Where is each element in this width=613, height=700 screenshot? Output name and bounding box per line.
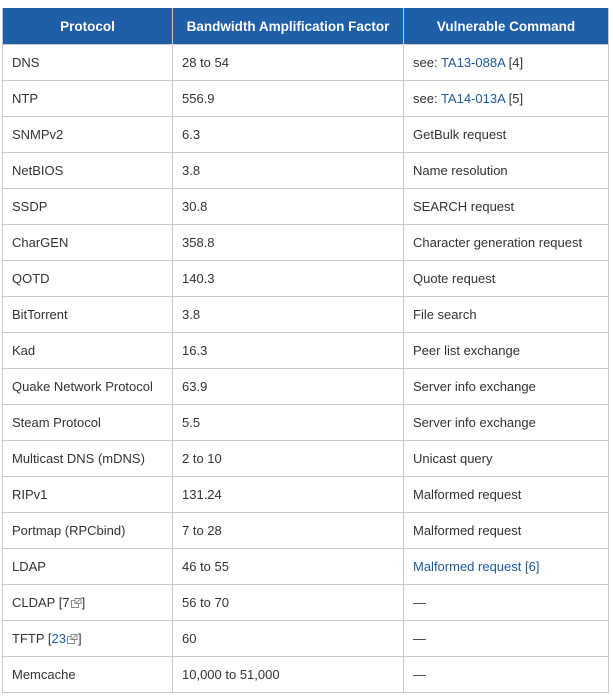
protocol-cell <box>3 513 173 549</box>
command-text: Character generation request <box>413 235 583 250</box>
factor-cell <box>173 297 404 333</box>
command-cell <box>404 369 609 405</box>
command-cell <box>404 333 609 369</box>
command-text: Server info exchange <box>413 379 536 394</box>
factor-cell <box>173 513 404 549</box>
external-link-icon <box>71 596 82 611</box>
protocol-cell <box>3 45 173 81</box>
command-text: Name resolution <box>413 163 508 178</box>
protocol-cell <box>3 369 173 405</box>
protocol-cell <box>3 549 173 585</box>
factor-value: 7 to 28 <box>182 523 222 538</box>
factor-value: 3.8 <box>182 307 201 322</box>
factor-cell <box>173 405 404 441</box>
protocol-cell <box>3 153 173 189</box>
table-row <box>3 189 609 225</box>
header-command: Vulnerable Command <box>404 8 609 45</box>
header-protocol: Protocol <box>3 8 173 45</box>
protocol-name: RIPv1 <box>12 487 48 502</box>
table-body <box>3 45 609 693</box>
protocol-cell <box>3 441 173 477</box>
factor-value: 60 <box>182 631 197 646</box>
protocol-name: SSDP <box>12 199 48 214</box>
reference-link[interactable]: [4] <box>508 55 524 70</box>
command-cell <box>404 621 609 657</box>
factor-cell <box>173 261 404 297</box>
factor-value: 63.9 <box>182 379 208 394</box>
command-cell <box>404 45 609 81</box>
protocol-name: QOTD <box>12 271 50 286</box>
factor-value: 56 to 70 <box>182 595 229 610</box>
command-text: — <box>413 595 426 610</box>
ref-bracket-close: ] <box>81 594 86 610</box>
protocol-cell <box>3 405 173 441</box>
factor-cell <box>173 117 404 153</box>
table-row <box>3 405 609 441</box>
protocol-name: Steam Protocol <box>12 415 101 430</box>
factor-cell <box>173 549 404 585</box>
command-text: Peer list exchange <box>413 343 520 358</box>
reference-link[interactable]: [5] <box>508 91 524 106</box>
command-cell <box>404 117 609 153</box>
command-cell <box>404 261 609 297</box>
factor-cell <box>173 225 404 261</box>
command-text: Malformed request <box>413 523 522 538</box>
table-header <box>3 8 609 45</box>
table-row <box>3 117 609 153</box>
protocol-name: Memcache <box>12 667 76 682</box>
protocol-name: BitTorrent <box>12 307 68 322</box>
factor-value: 6.3 <box>182 127 201 142</box>
amplification-table <box>2 8 609 693</box>
factor-cell <box>173 189 404 225</box>
table-row <box>3 369 609 405</box>
protocol-cell <box>3 261 173 297</box>
command-cell <box>404 477 609 513</box>
command-text: — <box>413 667 426 682</box>
factor-value: 5.5 <box>182 415 201 430</box>
table-row <box>3 657 609 693</box>
protocol-name: NetBIOS <box>12 163 64 178</box>
factor-cell <box>173 45 404 81</box>
factor-value: 30.8 <box>182 199 208 214</box>
protocol-cell <box>3 297 173 333</box>
command-prefix: see: <box>413 55 441 70</box>
table-row <box>3 225 609 261</box>
protocol-reference-number: 23 <box>51 630 66 646</box>
factor-cell <box>173 621 404 657</box>
protocol-cell <box>3 225 173 261</box>
factor-value: 140.3 <box>182 271 215 286</box>
command-text: Server info exchange <box>413 415 536 430</box>
command-cell <box>404 657 609 693</box>
protocol-cell <box>3 657 173 693</box>
command-cell <box>404 189 609 225</box>
protocol-name: Kad <box>12 343 36 358</box>
protocol-name: CharGEN <box>12 235 69 250</box>
command-cell <box>404 585 609 621</box>
table-row <box>3 621 609 657</box>
table-row <box>3 549 609 585</box>
table-row <box>3 333 609 369</box>
table-row <box>3 45 609 81</box>
advisory-link[interactable]: TA13-088A <box>440 55 506 70</box>
factor-value: 131.24 <box>182 487 222 502</box>
table-row <box>3 513 609 549</box>
factor-cell <box>173 657 404 693</box>
protocol-name: NTP <box>12 91 38 106</box>
table-row <box>3 261 609 297</box>
command-text: SEARCH request <box>413 199 515 214</box>
protocol-cell <box>3 621 173 657</box>
command-text: Malformed request <box>413 487 522 502</box>
table-row <box>3 441 609 477</box>
protocol-name: CLDAP <box>12 594 56 610</box>
protocol-name: LDAP <box>12 559 46 574</box>
factor-cell <box>173 585 404 621</box>
factor-cell <box>173 477 404 513</box>
factor-value: 16.3 <box>182 343 208 358</box>
table-wrapper <box>2 8 609 693</box>
reference-link[interactable]: [6] <box>525 559 540 574</box>
command-cell <box>404 441 609 477</box>
protocol-name: Multicast DNS (mDNS) <box>12 451 145 466</box>
protocol-cell <box>3 189 173 225</box>
command-text: GetBulk request <box>413 127 507 142</box>
factor-cell <box>173 81 404 117</box>
header-factor: Bandwidth Amplification Factor <box>173 8 404 45</box>
factor-value: 3.8 <box>182 163 201 178</box>
table-row <box>3 153 609 189</box>
protocol-name: DNS <box>12 55 40 70</box>
header-row <box>3 8 609 45</box>
command-cell <box>404 297 609 333</box>
command-cell <box>404 405 609 441</box>
table-row <box>3 477 609 513</box>
malformed-request-link[interactable]: Malformed request <box>413 559 522 574</box>
protocol-cell <box>3 477 173 513</box>
factor-cell <box>173 369 404 405</box>
protocol-name: Quake Network Protocol <box>12 379 153 394</box>
command-text: Quote request <box>413 271 496 286</box>
external-link-icon <box>67 632 78 647</box>
factor-value: 10,000 to 51,000 <box>182 667 280 682</box>
command-cell <box>404 153 609 189</box>
table-row <box>3 81 609 117</box>
factor-value: 28 to 54 <box>182 55 229 70</box>
table-row <box>3 585 609 621</box>
factor-value: 358.8 <box>182 235 215 250</box>
command-text: Unicast query <box>413 451 493 466</box>
protocol-name: TFTP <box>12 630 45 646</box>
ref-bracket-open: [ <box>44 630 52 646</box>
table-row <box>3 297 609 333</box>
protocol-cell <box>3 585 173 621</box>
protocol-cell <box>3 333 173 369</box>
command-prefix: see: <box>413 91 441 106</box>
advisory-link[interactable]: TA14-013A <box>440 91 506 106</box>
protocol-name: SNMPv2 <box>12 127 64 142</box>
command-text: — <box>413 631 426 646</box>
command-cell <box>404 549 609 585</box>
factor-cell <box>173 333 404 369</box>
factor-cell <box>173 153 404 189</box>
protocol-reference-link[interactable] <box>62 595 81 610</box>
protocol-reference-link[interactable] <box>52 631 78 646</box>
protocol-cell <box>3 81 173 117</box>
factor-cell <box>173 441 404 477</box>
command-text: File search <box>413 307 477 322</box>
command-cell <box>404 81 609 117</box>
factor-value: 46 to 55 <box>182 559 229 574</box>
command-cell <box>404 513 609 549</box>
protocol-reference-number: 7 <box>62 594 70 610</box>
ref-bracket-close: ] <box>77 630 82 646</box>
protocol-name: Portmap (RPCbind) <box>12 523 126 538</box>
ref-bracket-open: [ <box>55 594 63 610</box>
command-cell <box>404 225 609 261</box>
protocol-cell <box>3 117 173 153</box>
factor-value: 556.9 <box>182 91 215 106</box>
factor-value: 2 to 10 <box>182 451 222 466</box>
